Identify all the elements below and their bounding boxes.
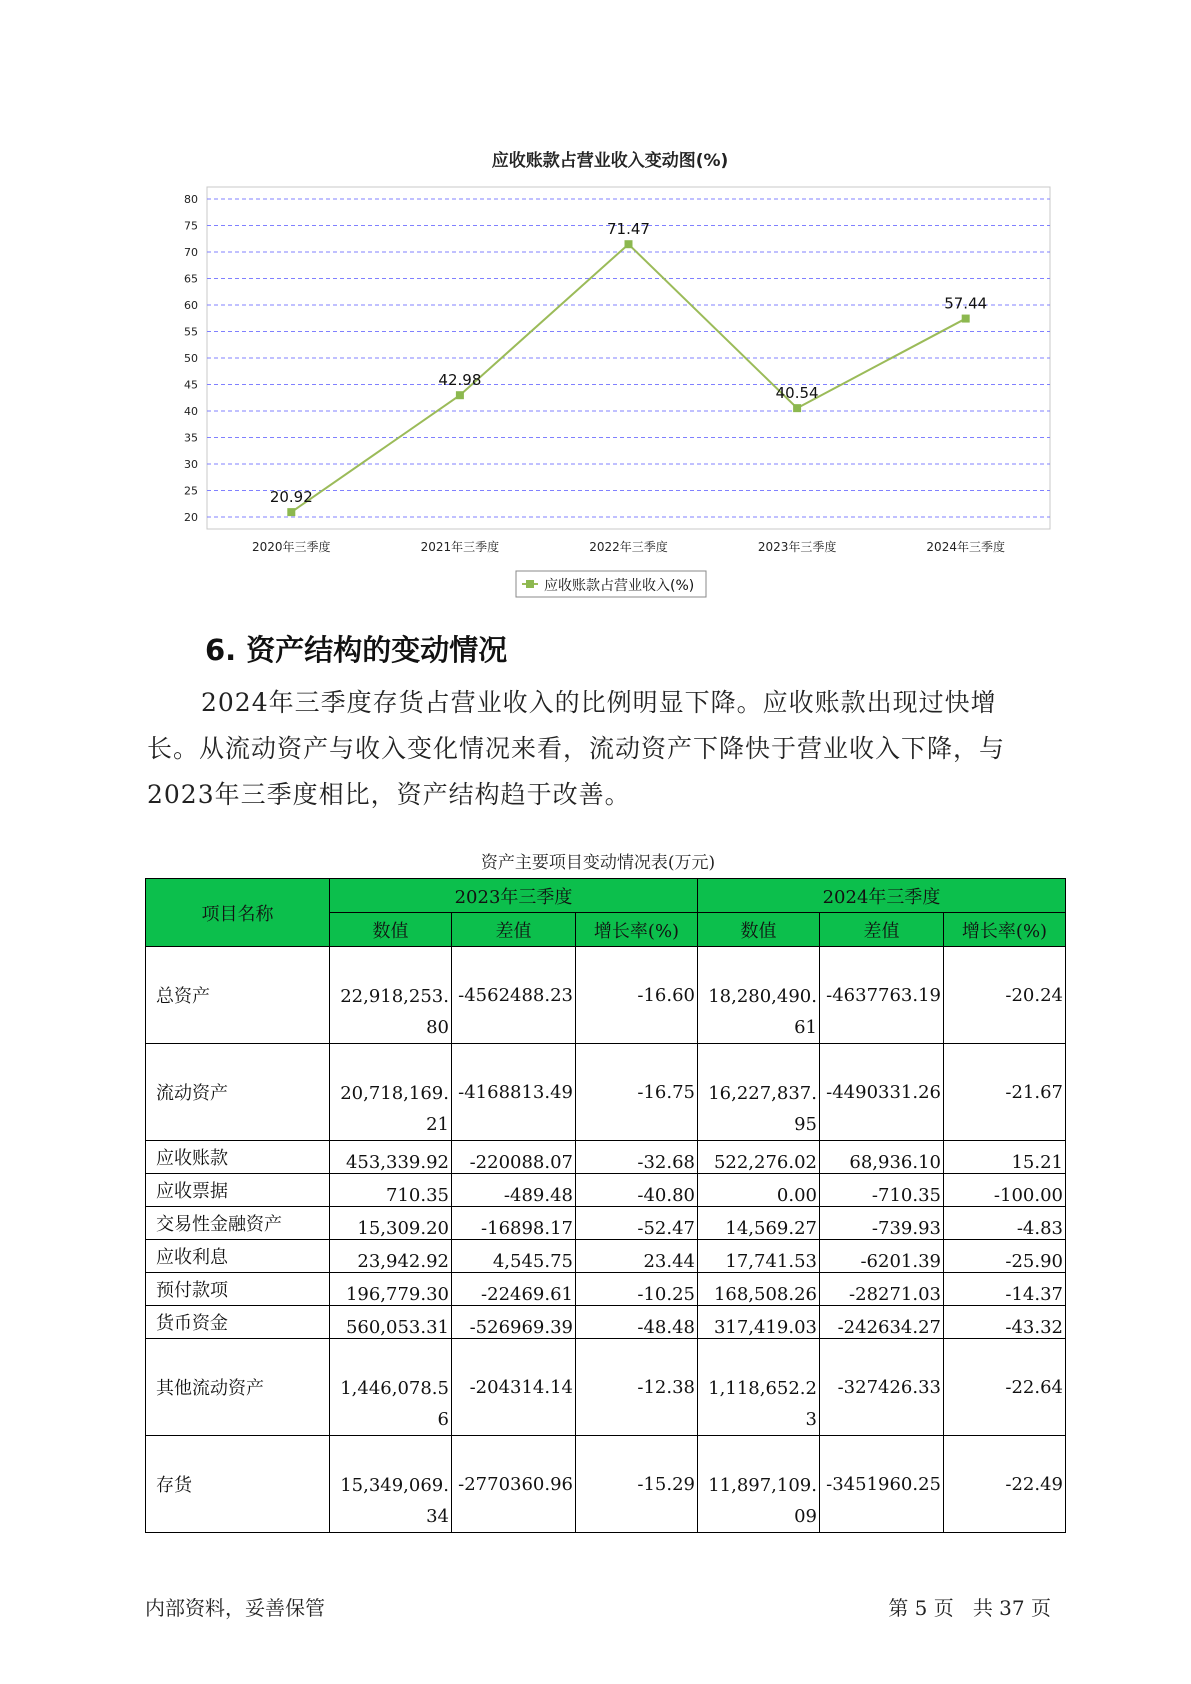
cell-value-2023: 20,718,169.21 (330, 1044, 452, 1141)
y-tick-label: 40 (184, 405, 198, 418)
cell-value-2024: 1,118,652.23 (698, 1339, 820, 1436)
x-tick-label: 2024年三季度 (926, 540, 1005, 554)
cell-diff-2023: -16898.17 (452, 1207, 576, 1240)
y-tick-label: 55 (184, 325, 198, 339)
cell-value-2023: 23,942.92 (330, 1240, 452, 1273)
row-name: 交易性金融资产 (146, 1207, 330, 1240)
row-name: 应收账款 (146, 1141, 330, 1174)
cell-diff-2023: -4562488.23 (452, 947, 576, 1044)
cell-value-2023: 15,349,069.34 (330, 1436, 452, 1533)
row-name: 总资产 (146, 947, 330, 1044)
cell-growth-2024: -22.49 (944, 1436, 1066, 1533)
cell-value-2024: 522,276.02 (698, 1141, 820, 1174)
cell-growth-2023: -12.38 (576, 1339, 698, 1436)
cell-growth-2024: -100.00 (944, 1174, 1066, 1207)
data-point (287, 508, 295, 516)
x-tick-label: 2021年三季度 (420, 540, 500, 554)
cell-diff-2024: -242634.27 (820, 1306, 944, 1339)
table-row (146, 947, 1066, 1044)
cell-diff-2024: -739.93 (820, 1207, 944, 1240)
y-tick-label: 30 (184, 458, 198, 471)
cell-diff-2024: -28271.03 (820, 1273, 944, 1306)
row-name: 流动资产 (146, 1044, 330, 1141)
y-tick-label: 65 (184, 272, 198, 286)
cell-value-2024: 317,419.03 (698, 1306, 820, 1339)
chart-title: 应收账款占营业收入变动图(%) (491, 151, 729, 171)
receivables-ratio-chart (0, 0, 1191, 600)
y-tick-label: 20 (184, 511, 198, 524)
cell-diff-2024: -4637763.19 (820, 947, 944, 1044)
cell-diff-2023: -4168813.49 (452, 1044, 576, 1141)
data-label: 42.98 (438, 371, 482, 390)
section-heading: 6. 资产结构的变动情况 (205, 633, 508, 667)
data-label: 57.44 (944, 294, 988, 313)
header-period-2023: 2023年三季度 (330, 879, 698, 913)
row-name: 存货 (146, 1436, 330, 1533)
y-tick-label: 75 (184, 219, 198, 233)
y-tick-label: 45 (184, 378, 198, 392)
cell-growth-2023: -40.80 (576, 1174, 698, 1207)
cell-diff-2023: -489.48 (452, 1174, 576, 1207)
data-label: 20.92 (269, 488, 313, 507)
cell-value-2023: 15,309.20 (330, 1207, 452, 1240)
y-tick-label: 25 (184, 484, 198, 498)
data-label: 71.47 (607, 220, 650, 239)
cell-growth-2023: 23.44 (576, 1240, 698, 1273)
table-caption: 资产主要项目变动情况表(万元) (480, 853, 716, 873)
cell-value-2024: 18,280,490.61 (698, 947, 820, 1044)
table-row (146, 1306, 1066, 1339)
legend-marker (526, 580, 534, 588)
data-label: 40.54 (775, 384, 819, 403)
table-row (146, 1273, 1066, 1306)
header-diff: 差值 (820, 913, 944, 947)
cell-value-2023: 1,446,078.56 (330, 1339, 452, 1436)
cell-growth-2023: -10.25 (576, 1273, 698, 1306)
legend-label: 应收账款占营业收入(%) (544, 578, 695, 594)
cell-diff-2023: -204314.14 (452, 1339, 576, 1436)
cell-value-2024: 168,508.26 (698, 1273, 820, 1306)
data-point (962, 315, 970, 323)
cell-growth-2024: -25.90 (944, 1240, 1066, 1273)
cell-growth-2024: -20.24 (944, 947, 1066, 1044)
cell-diff-2023: -22469.61 (452, 1273, 576, 1306)
y-tick-label: 50 (184, 352, 198, 365)
y-tick-label: 70 (184, 246, 198, 259)
cell-growth-2024: -21.67 (944, 1044, 1066, 1141)
cell-value-2024: 14,569.27 (698, 1207, 820, 1240)
row-name: 应收票据 (146, 1174, 330, 1207)
table-row (146, 1436, 1066, 1533)
chart-legend (516, 571, 706, 597)
cell-growth-2023: -16.60 (576, 947, 698, 1044)
cell-diff-2024: -4490331.26 (820, 1044, 944, 1141)
table-row (146, 1174, 1066, 1207)
cell-diff-2023: -220088.07 (452, 1141, 576, 1174)
table-row (146, 1207, 1066, 1240)
cell-value-2024: 16,227,837.95 (698, 1044, 820, 1141)
cell-diff-2023: 4,545.75 (452, 1240, 576, 1273)
row-name: 其他流动资产 (146, 1339, 330, 1436)
header-value: 数值 (698, 913, 820, 947)
cell-diff-2024: 68,936.10 (820, 1141, 944, 1174)
footer-confidential-note: 内部资料，妥善保管 (145, 1596, 325, 1620)
y-tick-label: 35 (184, 431, 198, 445)
footer-page-number: 第 5 页 共 37 页 (888, 1596, 1051, 1620)
cell-diff-2024: -3451960.25 (820, 1436, 944, 1533)
cell-diff-2024: -710.35 (820, 1174, 944, 1207)
cell-diff-2023: -526969.39 (452, 1306, 576, 1339)
y-tick-label: 80 (184, 193, 198, 206)
header-period-2024: 2024年三季度 (698, 879, 1066, 913)
cell-value-2023: 196,779.30 (330, 1273, 452, 1306)
cell-value-2024: 11,897,109.09 (698, 1436, 820, 1533)
table-row (146, 1044, 1066, 1141)
header-growth: 增长率(%) (576, 913, 698, 947)
y-tick-label: 60 (184, 299, 198, 312)
table-row (146, 1339, 1066, 1436)
cell-value-2023: 710.35 (330, 1174, 452, 1207)
cell-growth-2023: -52.47 (576, 1207, 698, 1240)
cell-growth-2023: -48.48 (576, 1306, 698, 1339)
cell-value-2024: 17,741.53 (698, 1240, 820, 1273)
cell-value-2023: 453,339.92 (330, 1141, 452, 1174)
table-row (146, 1240, 1066, 1273)
section-paragraph: 2024年三季度存货占营业收入的比例明显下降。应收账款出现过快增长。从流动资产与收入变化情况来看，流动资产下降快于营业收入下降，与2023年三季度相比，资产结构趋于改善。 (147, 688, 1006, 809)
cell-diff-2024: -327426.33 (820, 1339, 944, 1436)
cell-diff-2024: -6201.39 (820, 1240, 944, 1273)
cell-growth-2024: -14.37 (944, 1273, 1066, 1306)
cell-diff-2023: -2770360.96 (452, 1436, 576, 1533)
asset-change-table (145, 878, 1066, 1533)
row-name: 货币资金 (146, 1306, 330, 1339)
cell-growth-2024: -4.83 (944, 1207, 1066, 1240)
cell-growth-2024: -22.64 (944, 1339, 1066, 1436)
cell-growth-2023: -16.75 (576, 1044, 698, 1141)
x-tick-label: 2020年三季度 (252, 540, 331, 554)
x-tick-label: 2023年三季度 (757, 540, 837, 554)
table-row (146, 1141, 1066, 1174)
header-growth: 增长率(%) (944, 913, 1066, 947)
x-tick-label: 2022年三季度 (589, 540, 668, 554)
header-diff: 差值 (452, 913, 576, 947)
cell-growth-2024: -43.32 (944, 1306, 1066, 1339)
row-name: 应收利息 (146, 1240, 330, 1273)
header-item-name: 项目名称 (146, 879, 330, 947)
cell-value-2023: 560,053.31 (330, 1306, 452, 1339)
row-name: 预付款项 (146, 1273, 330, 1306)
data-point (456, 391, 464, 399)
cell-growth-2023: -15.29 (576, 1436, 698, 1533)
data-point (793, 404, 801, 412)
cell-value-2024: 0.00 (698, 1174, 820, 1207)
header-value: 数值 (330, 913, 452, 947)
data-point (625, 240, 633, 248)
cell-growth-2023: -32.68 (576, 1141, 698, 1174)
cell-growth-2024: 15.21 (944, 1141, 1066, 1174)
cell-value-2023: 22,918,253.80 (330, 947, 452, 1044)
